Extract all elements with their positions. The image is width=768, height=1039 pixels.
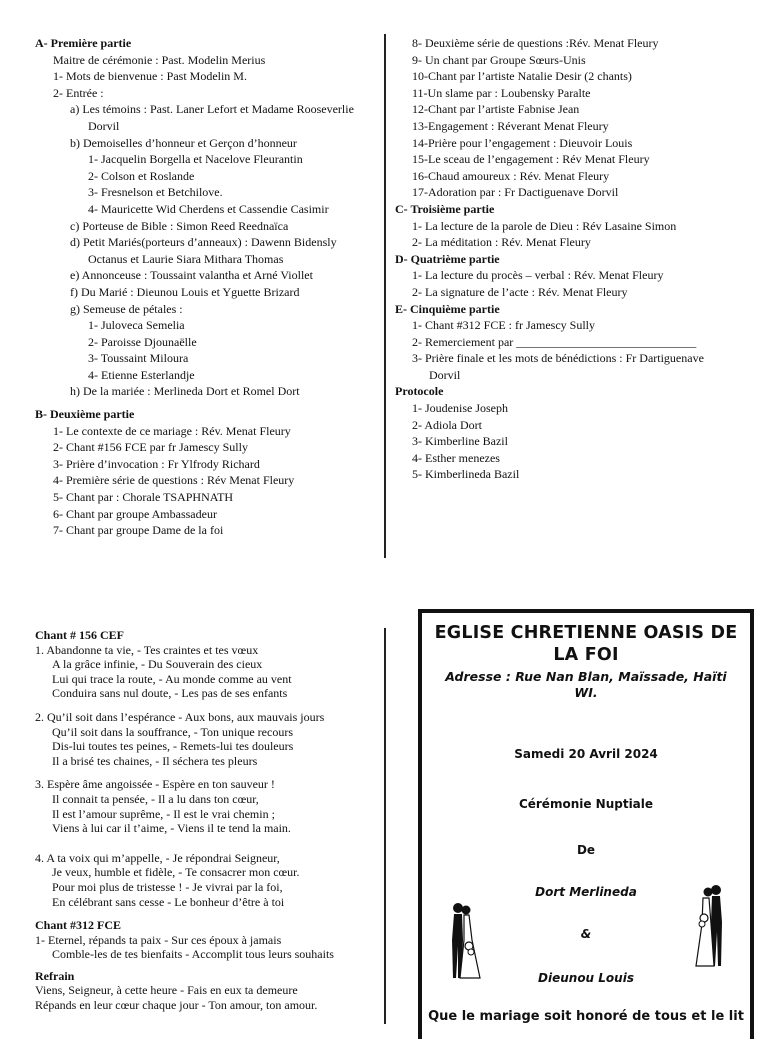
program-column-right <box>395 35 760 483</box>
list-item: 2- Chant #156 FCE par fr Jamescy Sully <box>53 440 248 455</box>
verse-line: Dis-lui toutes tes peines, - Remets-lui tes douleurs <box>52 739 294 754</box>
list-item: 16-Chaud amoureux : Rév. Menat Fleury <box>412 168 610 183</box>
list-item: 12-Chant par l’artiste Fabnise Jean <box>412 102 580 117</box>
groom-name: Dieunou Louis <box>538 971 634 985</box>
list-item: 4- Etienne Esterlandje <box>88 367 195 382</box>
program-subitem: c) Porteuse de Bible : Simon Reed Reednaïca <box>70 218 289 233</box>
list-item: 2- Adiola Dort <box>412 417 482 432</box>
section-b-heading: B- Deuxième partie <box>35 407 135 422</box>
program-subitem: h) De la mariée : Merlineda Dort et Romel Dort <box>70 384 300 399</box>
church-name: EGLISE CHRETIENNE OASIS DE LA FOI <box>434 623 738 665</box>
verse-line: 1. Abandonne ta vie, - Tes craintes et tes vœux <box>35 642 259 657</box>
program-subitem: b) Demoiselles d’honneur et Gerçon d’honneur <box>70 135 297 150</box>
list-item: 2- Remerciement par ______________________________ <box>412 334 697 349</box>
list-item: 1- La lecture de la parole de Dieu : Rév Lasaine Simon <box>412 218 677 233</box>
list-item: 3- Prière finale et les mots de bénédictions : Fr Dartiguenave <box>412 351 704 366</box>
section-c-heading: C- Troisième partie <box>395 201 495 216</box>
verse-line: Conduira sans nul doute, - Les pas de ses enfants <box>52 686 288 701</box>
bride-name: Dort Merlineda <box>535 885 637 899</box>
list-item: 1- Jacquelin Borgella et Nacelove Fleurantin <box>88 152 303 167</box>
verse-line: 1- Eternel, répands ta paix - Sur ces époux à jamais <box>35 932 282 947</box>
hymn-312-heading: Chant #312 FCE <box>35 918 122 933</box>
list-item: 8- Deuxième série de questions :Rév. Menat Fleury <box>412 36 659 50</box>
church-address: Adresse : Rue Nan Blan, Maïssade, Haïti WI. <box>445 669 727 700</box>
protocole-heading: Protocole <box>395 384 444 399</box>
program-subitem-cont: Dorvil <box>88 118 120 133</box>
list-item: 17-Adoration par : Fr Dactiguenave Dorvil <box>412 185 619 200</box>
list-item: 1- Juloveca Semelia <box>88 318 185 333</box>
list-item: 9- Un chant par Groupe Sœurs-Unis <box>412 52 586 67</box>
section-d-heading: D- Quatrième partie <box>395 251 500 266</box>
column-divider-bottom <box>384 628 386 1024</box>
list-item: 4- Mauricette Wid Cherdens et Cassendie Casimir <box>88 201 329 216</box>
verse-line: Qu’il soit dans la souffrance, - Ton unique recours <box>52 724 293 739</box>
program-item: 2- Entrée : <box>53 85 104 100</box>
list-item: 4- Première série de questions : Rév Menat Fleury <box>53 473 295 488</box>
list-item: 3- Fresnelson et Betchilove. <box>88 185 223 200</box>
verse-line: 4. A ta voix qui m’appelle, - Je répondrai Seigneur, <box>35 850 280 865</box>
list-item: 1- La lecture du procès – verbal : Rév. Menat Fleury <box>412 268 664 283</box>
verse-line: A la grâce infinie, - Du Souverain des cieux <box>52 657 263 672</box>
bible-verse: Que le mariage soit honoré de tous et le lit <box>428 1009 744 1024</box>
de-label: De <box>576 843 596 857</box>
list-item: 6- Chant par groupe Ambassadeur <box>53 506 217 521</box>
list-item: 2- Paroisse Djounaëlle <box>88 334 197 349</box>
program-subitem-cont: Octanus et Laurie Siara Mithara Thomas <box>88 251 284 266</box>
verse-line: Je veux, humble et fidèle, - Te consacrer mon cœur. <box>52 865 300 880</box>
verse-line: 3. Espère âme angoissée - Espère en ton sauveur ! <box>35 777 275 792</box>
program-subitem: a) Les témoins : Past. Laner Lefort et Madame Rooseverlie <box>70 102 354 117</box>
program-subitem: e) Annonceuse : Toussaint valantha et Arné Viollet <box>70 268 313 283</box>
verse-line: 2. Qu’il soit dans l’espérance - Aux bons, aux mauvais jours <box>35 709 325 724</box>
verse-line: Viens, Seigneur, à cette heure - Fais en eux ta demeure <box>35 983 298 998</box>
cover-panel <box>418 609 754 1039</box>
program-item: 1- Mots de bienvenue : Past Modelin M. <box>53 69 247 84</box>
verse-line: En célébrant sans cesse - Le bonheur d’être à toi <box>52 894 285 909</box>
hymns-column <box>35 628 375 1013</box>
list-item: 3- Prière d’invocation : Fr Ylfrody Richard <box>53 456 260 471</box>
program-subitem: g) Semeuse de pétales : <box>70 301 183 316</box>
list-item: 15-Le sceau de l’engagement : Rév Menat Fleury <box>412 152 650 167</box>
column-divider-top <box>384 34 386 558</box>
list-item: 3- Toussaint Miloura <box>88 351 189 366</box>
wedding-couple-icon <box>444 900 484 980</box>
wedding-couple-icon <box>694 882 738 968</box>
verse-line: Répands en leur cœur chaque jour - Ton amour, ton amour. <box>35 998 318 1013</box>
master-of-ceremony: Maitre de cérémonie : Past. Modelin Merius <box>53 52 266 67</box>
verse-line: Il est l’amour suprême, - Il est le vrai chemin ; <box>52 806 275 821</box>
section-e-heading: E- Cinquième partie <box>395 301 500 316</box>
ampersand: & <box>580 927 592 941</box>
section-a-heading: A- Première partie <box>35 36 132 50</box>
list-item: 2- La signature de l’acte : Rév. Menat Fleury <box>412 284 628 299</box>
refrain-heading: Refrain <box>35 968 75 983</box>
list-item: 7- Chant par groupe Dame de la foi <box>53 523 224 538</box>
program-column-left <box>35 35 375 539</box>
ceremony-date: Samedi 20 Avril 2024 <box>514 747 658 761</box>
verse-line: Il a brisé tes chaines, - Il séchera tes pleurs <box>52 753 258 768</box>
ceremony-title: Cérémonie Nuptiale <box>518 797 654 811</box>
list-item: 5- Chant par : Chorale TSAPHNATH <box>53 490 234 505</box>
list-item: 5- Kimberlineda Bazil <box>412 467 520 482</box>
list-item: 11-Un slame par : Loubensky Paralte <box>412 85 591 100</box>
list-item: 1- Chant #312 FCE : fr Jamescy Sully <box>412 318 595 333</box>
list-item: 3- Kimberline Bazil <box>412 434 508 449</box>
hymn-156-heading: Chant # 156 CEF <box>35 628 125 642</box>
verse-line: Il connait ta pensée, - Il a lu dans ton cœur, <box>52 791 259 806</box>
verse-line: Viens à lui car il t’aime, - Viens il te tend la main. <box>52 821 291 836</box>
list-item: 4- Esther menezes <box>412 450 500 465</box>
list-item-cont: Dorvil <box>429 367 461 382</box>
program-subitem: d) Petit Mariés(porteurs d’anneaux) : Dawenn Bidensly <box>70 235 337 250</box>
list-item: 14-Prière pour l’engagement : Dieuvoir Louis <box>412 135 633 150</box>
verse-line: Comble-les de tes bienfaits - Accomplit tous leurs souhaits <box>52 947 334 962</box>
list-item: 2- La méditation : Rév. Menat Fleury <box>412 235 591 250</box>
verse-line: Lui qui trace la route, - Au monde comme au vent <box>52 671 292 686</box>
list-item: 10-Chant par l’artiste Natalie Desir (2 chants) <box>412 69 632 84</box>
list-item: 1- Joudenise Joseph <box>412 401 508 416</box>
list-item: 1- Le contexte de ce mariage : Rév. Menat Fleury <box>53 423 291 438</box>
program-subitem: f) Du Marié : Dieunou Louis et Yguette Brizard <box>70 284 300 299</box>
list-item: 2- Colson et Roslande <box>88 168 195 183</box>
verse-line: Pour moi plus de tristesse ! - Je vivrai par la foi, <box>52 879 283 894</box>
list-item: 13-Engagement : Réverant Menat Fleury <box>412 118 609 133</box>
